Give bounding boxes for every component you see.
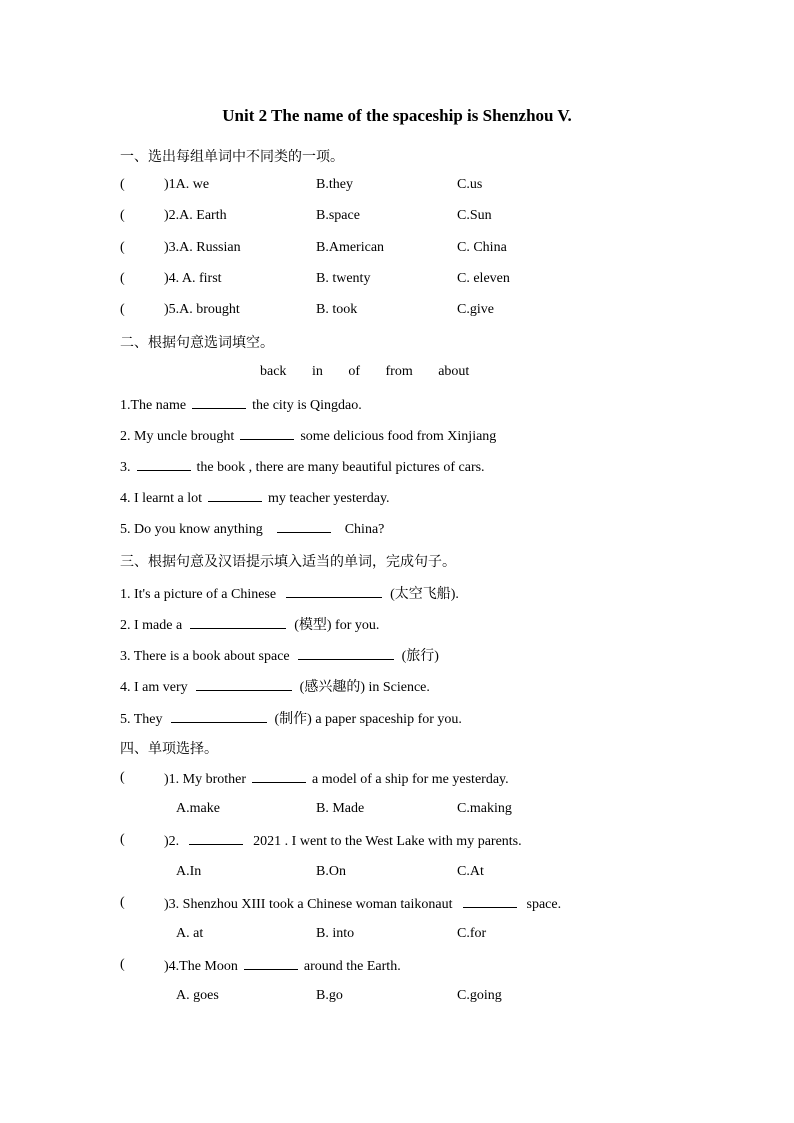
sentence-start: )1. My brother: [164, 772, 247, 787]
s2-question-3: [120, 458, 485, 476]
option-c: C.us: [457, 177, 483, 192]
answer-blank[interactable]: [277, 520, 331, 533]
sentence-end: space.: [526, 897, 562, 912]
option-b[interactable]: B.go: [316, 988, 343, 1003]
option-a[interactable]: A. goes: [176, 988, 219, 1003]
word-bank-item: about: [438, 364, 470, 379]
option-a[interactable]: A.In: [176, 864, 202, 879]
section1-heading: 一、选出每组单词中不同类的一项。: [120, 149, 344, 165]
answer-blank[interactable]: [240, 427, 294, 440]
sentence-start: 2. My uncle brought: [120, 429, 235, 444]
word-bank-item: of: [348, 364, 360, 379]
answer-blank[interactable]: [298, 647, 394, 660]
option-a: )1A. we: [164, 177, 210, 192]
sentence-start: 4. I learnt a lot: [120, 491, 203, 506]
option-a: )2.A. Earth: [164, 208, 227, 223]
sentence-end: (旅行): [401, 649, 439, 664]
option-c: C. China: [457, 240, 507, 255]
sentence-end: the city is Qingdao.: [252, 398, 362, 413]
question-stem: [164, 895, 561, 913]
question-stem: [164, 770, 509, 788]
sentence-start: 1.The name: [120, 398, 187, 413]
option-a: )3.A. Russian: [164, 240, 241, 255]
answer-blank[interactable]: [196, 678, 292, 691]
option-c[interactable]: C.At: [457, 864, 484, 879]
option-b: B. took: [316, 302, 358, 317]
answer-blank[interactable]: [244, 957, 298, 970]
option-c: C.Sun: [457, 208, 492, 223]
s2-question-5: [120, 520, 384, 538]
sentence-end: (制作) a paper spaceship for you.: [274, 712, 462, 727]
sentence-end: a model of a ship for me yesterday.: [312, 772, 509, 787]
option-c: C. eleven: [457, 271, 510, 286]
option-a[interactable]: A. at: [176, 926, 204, 941]
option-b[interactable]: B. into: [316, 926, 355, 941]
word-bank-item: back: [260, 364, 287, 379]
page-title: Unit 2 The name of the spaceship is Shenzhou V.: [222, 106, 572, 125]
sentence-start: 1. It's a picture of a Chinese: [120, 587, 277, 602]
answer-blank[interactable]: [171, 710, 267, 723]
sentence-start: 5. They: [120, 712, 163, 727]
option-a[interactable]: A.make: [176, 801, 220, 816]
s3-question-5: [120, 708, 462, 728]
option-b[interactable]: B. Made: [316, 801, 365, 816]
s3-question-2: [120, 614, 379, 634]
sentence-end: (太空飞船).: [390, 587, 459, 602]
option-c: C.give: [457, 302, 494, 317]
sentence-start: 2. I made a: [120, 618, 183, 633]
sentence-start: 3. There is a book about space: [120, 649, 290, 664]
s2-question-4: [120, 489, 390, 507]
answer-paren: (: [120, 177, 125, 192]
option-c[interactable]: C.making: [457, 801, 512, 816]
answer-paren: (: [120, 832, 125, 847]
answer-blank[interactable]: [192, 396, 246, 409]
s3-question-3: [120, 645, 439, 665]
sentence-end: (模型) for you.: [294, 618, 380, 633]
sentence-start: )2.: [164, 834, 180, 849]
sentence-end: around the Earth.: [303, 959, 401, 974]
question-stem: [164, 832, 522, 850]
s3-question-4: [120, 676, 430, 696]
section2-heading: 二、根据句意选词填空。: [120, 335, 274, 351]
answer-paren: (: [120, 957, 125, 972]
sentence-start: )3. Shenzhou XIII took a Chinese woman taikonaut: [164, 897, 453, 912]
answer-paren: (: [120, 240, 125, 255]
word-bank-item: from: [385, 364, 413, 379]
answer-blank[interactable]: [463, 895, 517, 908]
option-b: B.they: [316, 177, 353, 192]
option-a: )5.A. brought: [164, 302, 240, 317]
sentence-start: 3.: [120, 460, 131, 475]
sentence-end: 2021 . I went to the West Lake with my parents.: [253, 834, 522, 849]
sentence-end: the book , there are many beautiful pictures of cars.: [196, 460, 485, 475]
word-bank: [260, 364, 491, 380]
word-bank-item: in: [311, 364, 323, 379]
answer-blank[interactable]: [137, 458, 191, 471]
sentence-start: 4. I am very: [120, 680, 188, 695]
section3-heading: 三、根据句意及汉语提示填入适当的单词，完成句子。: [120, 554, 456, 570]
section4-heading: 四、单项选择。: [120, 741, 218, 757]
option-b: B.space: [316, 208, 360, 223]
option-b: B. twenty: [316, 271, 371, 286]
s2-question-1: [120, 396, 362, 414]
sentence-start: )4.The Moon: [164, 959, 238, 974]
s2-question-2: [120, 427, 496, 445]
answer-blank[interactable]: [208, 489, 262, 502]
answer-blank[interactable]: [286, 585, 382, 598]
option-b[interactable]: B.On: [316, 864, 346, 879]
sentence-end: (感兴趣的) in Science.: [299, 680, 430, 695]
s3-question-1: [120, 583, 459, 603]
answer-paren: (: [120, 302, 125, 317]
answer-blank[interactable]: [189, 832, 243, 845]
option-b: B.American: [316, 240, 385, 255]
sentence-end: my teacher yesterday.: [268, 491, 390, 506]
answer-blank[interactable]: [190, 616, 286, 629]
answer-blank[interactable]: [252, 770, 306, 783]
answer-paren: (: [120, 271, 125, 286]
question-stem: [164, 957, 401, 975]
answer-paren: (: [120, 770, 125, 785]
option-a: )4. A. first: [164, 271, 222, 286]
sentence-start: 5. Do you know anything: [120, 522, 263, 537]
answer-paren: (: [120, 895, 125, 910]
option-c[interactable]: C.going: [457, 988, 502, 1003]
sentence-end: some delicious food from Xinjiang: [300, 429, 497, 444]
answer-paren: (: [120, 208, 125, 223]
option-c[interactable]: C.for: [457, 926, 487, 941]
sentence-end: China?: [344, 522, 385, 537]
